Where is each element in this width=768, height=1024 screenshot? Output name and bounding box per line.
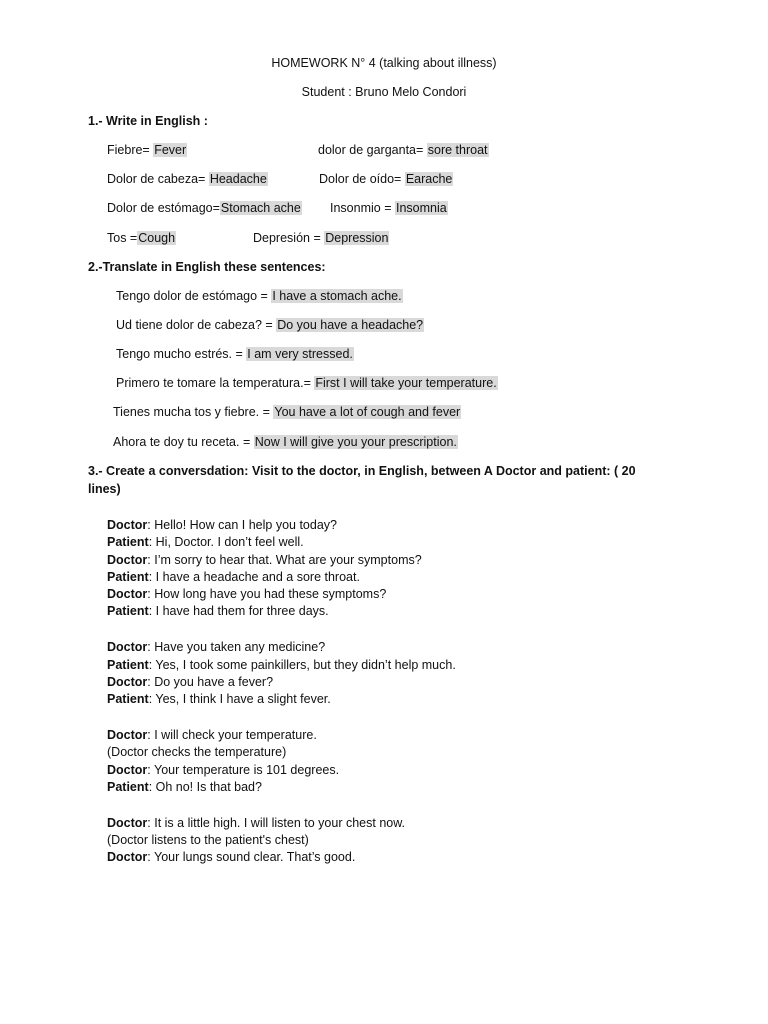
dialog-text: : I have a headache and a sore throat. [148, 569, 360, 584]
dialog-speaker: Patient [107, 535, 149, 550]
translation-item [113, 404, 461, 421]
vocab-item [319, 171, 453, 188]
dialog-speaker: Doctor [107, 640, 148, 655]
dialog-line [107, 832, 707, 849]
dialog-text: : I’m sorry to hear that. What are your symptoms? [147, 552, 422, 567]
student-name: Student : Bruno Melo Condori [301, 85, 467, 99]
dialog-line [107, 552, 707, 569]
dialog-text: : Your lungs sound clear. That’s good. [147, 850, 356, 865]
dialog-text: : It is a little high. I will listen to your chest now. [147, 815, 406, 830]
vocab-item [107, 200, 302, 217]
vocab-answer: Depression [325, 231, 389, 245]
dialog-line [107, 815, 707, 832]
dialog-line [107, 744, 707, 761]
dialog-text: : Hello! How can I help you today? [147, 518, 337, 532]
dialog-spacer [107, 708, 707, 727]
dialog-line [107, 657, 707, 674]
translation-prompt: Primero te tomare la temperatura.= [116, 376, 315, 390]
translation-item [116, 317, 424, 334]
vocab-label: Dolor de cabeza= [107, 172, 209, 186]
dialog-text: : Your temperature is 101 degrees. [147, 762, 340, 777]
section1-heading: 1.- Write in English : [88, 114, 208, 128]
vocab-label: Tos = [107, 231, 138, 245]
translation-prompt: Ahora te doy tu receta. = [113, 435, 254, 449]
section3-heading: 3.- Create a conversdation: Visit to the doctor, in English, between A Doctor and patient: ( 20 [88, 464, 636, 478]
dialog-text: : Yes, I think I have a slight fever. [148, 692, 331, 707]
translation-item [116, 346, 354, 363]
dialog-text: : Oh no! Is that bad? [148, 779, 262, 794]
dialog-text: : Have you taken any medicine? [147, 640, 326, 655]
dialog-line [107, 691, 707, 708]
translation-answer: I am very stressed. [247, 347, 353, 361]
dialog-line [107, 569, 707, 586]
dialog-text: : How long have you had these symptoms? [147, 587, 387, 602]
vocab-label: Dolor de oído= [319, 172, 405, 186]
dialog-line [107, 674, 707, 691]
vocab-answer: Cough [138, 231, 176, 245]
vocab-answer: Fever [154, 143, 187, 157]
translation-answer: Do you have a headache? [277, 318, 424, 332]
translation-prompt: Tienes mucha tos y fiebre. = [113, 405, 274, 419]
dialog-speaker: Doctor [107, 518, 148, 532]
dialog-line [107, 639, 707, 656]
vocab-item [107, 171, 268, 188]
dialog-speaker: Doctor [107, 762, 148, 777]
vocab-label: Depresión = [253, 231, 325, 245]
section2-heading: 2.-Translate in English these sentences: [88, 260, 326, 274]
vocab-item [107, 142, 187, 159]
dialog-spacer [107, 621, 707, 640]
vocab-answer: Insomnia [395, 201, 447, 215]
vocab-answer: sore throat [427, 143, 488, 157]
vocab-answer: Earache [405, 172, 453, 186]
translation-prompt: Tengo mucho estrés. = [116, 347, 247, 361]
dialog-speaker: Patient [107, 569, 149, 584]
vocab-label: Insonmio = [330, 201, 395, 215]
vocab-item [330, 200, 448, 217]
translation-prompt: Tengo dolor de estómago = [116, 289, 272, 303]
dialog-text: (Doctor checks the temperature) [107, 745, 287, 760]
dialog-line [107, 517, 707, 534]
vocab-label: Fiebre= [107, 143, 154, 157]
dialog-speaker: Patient [107, 604, 149, 619]
conversation [107, 517, 707, 867]
vocab-item [318, 142, 489, 159]
dialog-spacer [107, 796, 707, 815]
dialog-line [107, 534, 707, 551]
translation-prompt: Ud tiene dolor de cabeza? = [116, 318, 277, 332]
dialog-speaker: Doctor [107, 674, 148, 689]
translation-item [116, 375, 498, 392]
dialog-text: : Yes, I took some painkillers, but they didn’t help much. [148, 657, 456, 672]
dialog-speaker: Patient [107, 692, 149, 707]
dialog-text: : Do you have a fever? [147, 674, 274, 689]
translation-answer: First I will take your temperature. [315, 376, 497, 390]
dialog-text: (Doctor listens to the patient's chest) [107, 832, 309, 847]
document-title: HOMEWORK N° 4 (talking about illness) [271, 56, 497, 70]
translation-answer: I have a stomach ache. [272, 289, 402, 303]
dialog-speaker: Doctor [107, 727, 148, 742]
dialog-line [107, 762, 707, 779]
vocab-item [107, 230, 176, 247]
section3-heading-continued: lines) [88, 482, 121, 496]
translation-answer: You have a lot of cough and fever [274, 405, 461, 419]
vocab-label: dolor de garganta= [318, 143, 427, 157]
dialog-speaker: Doctor [107, 815, 148, 830]
dialog-line [107, 849, 707, 866]
dialog-line [107, 779, 707, 796]
dialog-line [107, 603, 707, 620]
translation-item [116, 288, 403, 305]
dialog-speaker: Patient [107, 779, 149, 794]
dialog-text: : I have had them for three days. [148, 604, 329, 619]
vocab-item [253, 230, 389, 247]
dialog-speaker: Doctor [107, 850, 148, 865]
vocab-answer: Stomach ache [220, 201, 301, 215]
vocab-label: Dolor de estómago= [107, 201, 220, 215]
vocab-answer: Headache [209, 172, 267, 186]
dialog-text: : Hi, Doctor. I don’t feel well. [148, 535, 304, 550]
dialog-text: : I will check your temperature. [147, 727, 317, 742]
translation-answer: Now I will give you your prescription. [254, 435, 457, 449]
dialog-speaker: Doctor [107, 587, 148, 602]
dialog-line [107, 586, 707, 603]
dialog-line [107, 727, 707, 744]
dialog-speaker: Patient [107, 657, 149, 672]
translation-item [113, 434, 458, 451]
dialog-speaker: Doctor [107, 552, 148, 567]
